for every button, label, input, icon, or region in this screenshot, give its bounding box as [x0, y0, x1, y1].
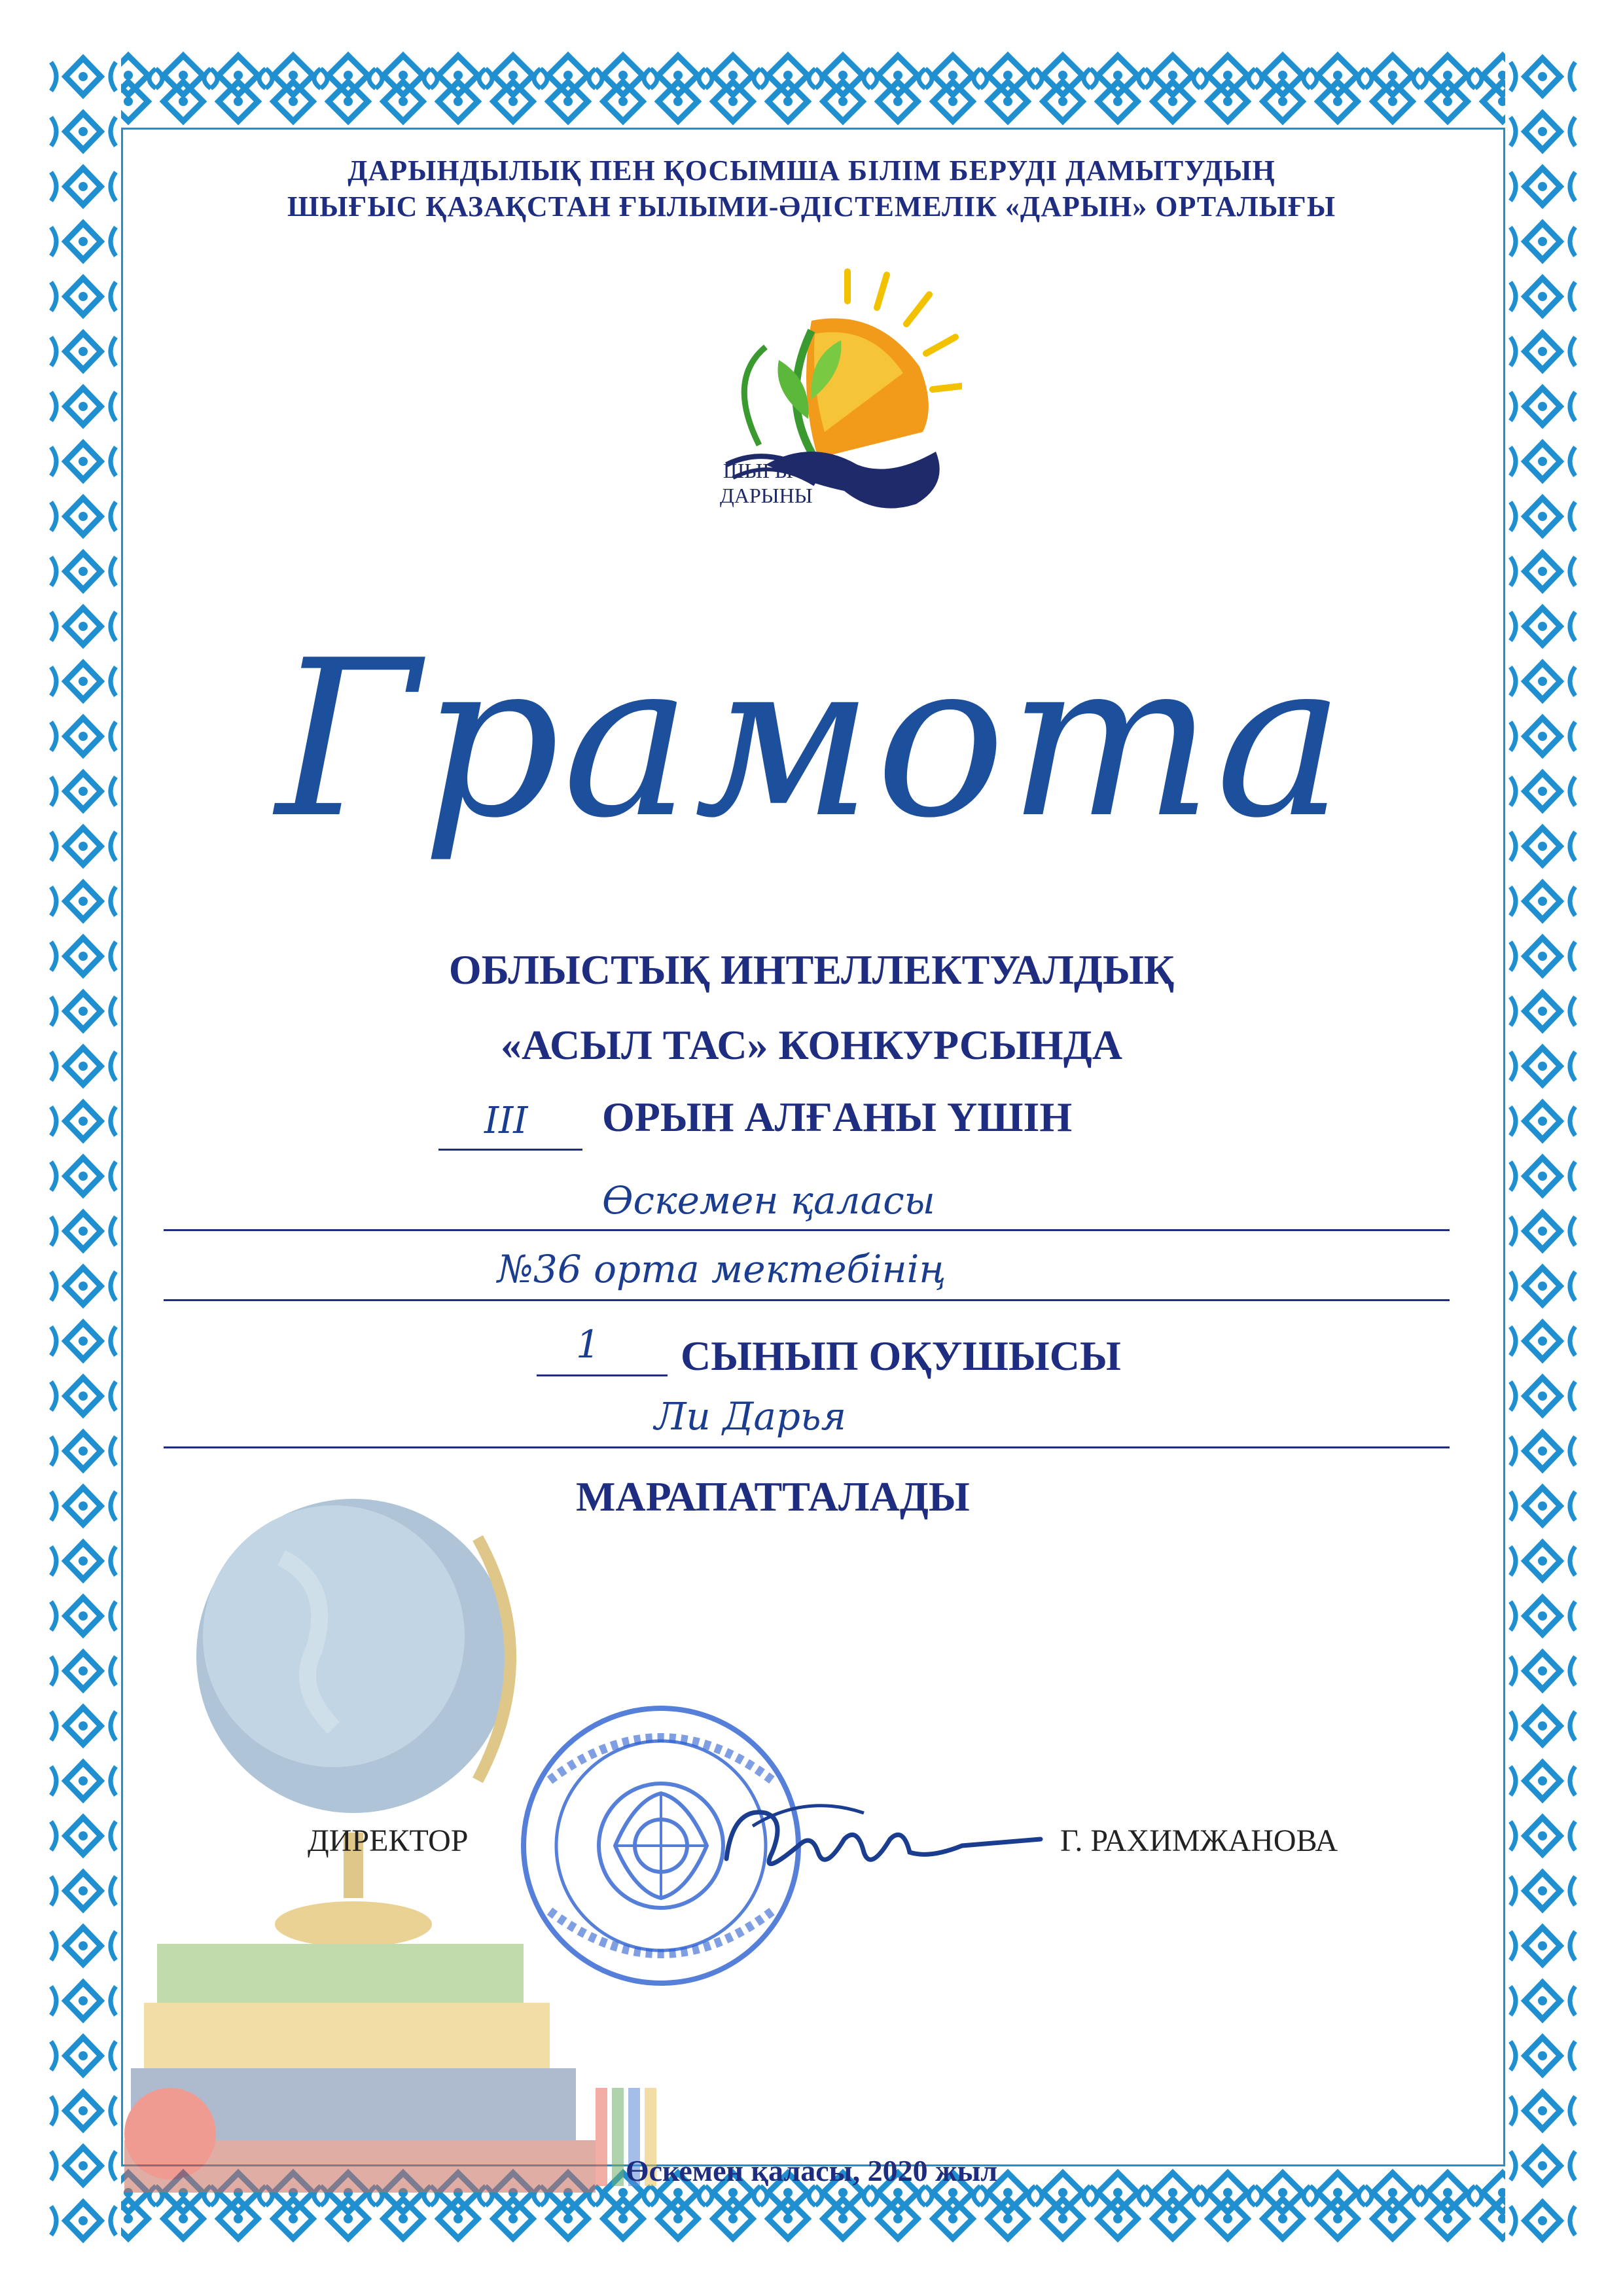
globe-icon: [196, 1499, 510, 1947]
ornamental-border-top: [46, 49, 1580, 128]
logo-text-line-2: ДАРЫНЫ: [720, 484, 813, 507]
handwritten-student-name: Ли Дарья: [654, 1394, 847, 1439]
director-name: Г. РАХИМЖАНОВА: [1060, 1823, 1338, 1858]
city-underline: [164, 1229, 1450, 1231]
document-title: Грамота: [276, 614, 1347, 865]
handwritten-city: Өскемен қаласы: [602, 1178, 935, 1223]
class-underline: [537, 1374, 668, 1376]
class-label: СЫНЫП ОҚУШЫСЫ: [681, 1333, 1121, 1379]
header-line-1: ДАРЫНДЫЛЫҚ ПЕН ҚОСЫМША БІЛІМ БЕРУДІ ДАМЫТУДЫҢ: [348, 154, 1275, 187]
kazakhstan-emblem-icon: [615, 1793, 707, 1898]
place-label: ОРЫН АЛҒАНЫ ҮШІН: [602, 1094, 1073, 1140]
director-role-label: ДИРЕКТОР: [308, 1823, 469, 1858]
school-underline: [164, 1299, 1450, 1301]
handwritten-class: 1: [576, 1322, 600, 1367]
director-signature: [713, 1767, 1054, 1898]
handwritten-school: №36 орта мектебінің: [497, 1247, 946, 1291]
awarded-label: МАРАПАТТАЛАДЫ: [576, 1473, 970, 1520]
contest-line-1: ОБЛЫСТЫҚ ИНТЕЛЛЕКТУАЛДЫҚ: [448, 946, 1175, 993]
handwritten-place: III: [484, 1100, 528, 1142]
contest-line-2: «АСЫЛ ТАС» КОНКУРСЫНДА: [501, 1022, 1122, 1068]
header-line-2: ШЫҒЫС ҚАЗАҚСТАН ҒЫЛЫМИ-ӘДІСТЕМЕЛІК «ДАРЫН» ОРТАЛЫҒЫ: [287, 190, 1336, 223]
footer-city-year: Өскемен қаласы, 2020 жыл: [625, 2154, 998, 2187]
logo-text-line-1: ШЫҒЫС: [723, 459, 807, 482]
darynly-logo: [661, 268, 962, 530]
ornamental-border-right: [1505, 49, 1580, 2245]
place-underline: [438, 1149, 582, 1151]
